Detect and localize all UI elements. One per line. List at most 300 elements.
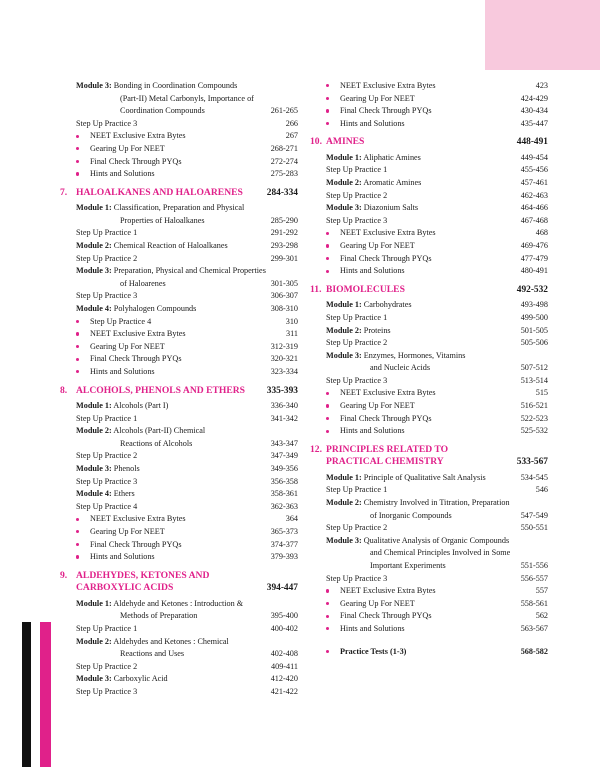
practice-entry	[326, 522, 548, 535]
bullet-entry	[326, 598, 548, 611]
page-range: 285-290	[270, 215, 298, 225]
page-range: 467-468	[520, 215, 548, 225]
bullet-dot-icon	[76, 172, 79, 175]
bullet-entry	[76, 143, 298, 156]
page-range: 409-411	[271, 661, 298, 671]
module-label: Module 3:	[76, 266, 112, 276]
entry-text: Step Up Practice 3	[76, 291, 138, 301]
entry-text: Step Up Practice 1	[76, 413, 138, 423]
page-range: 358-361	[270, 489, 298, 499]
entry-text: Step Up Practice 3	[326, 215, 388, 225]
module-text-line2: of Haloarenes	[120, 278, 166, 288]
page-range: 268-271	[270, 143, 298, 153]
module-line	[326, 325, 548, 338]
bullet-entry	[76, 168, 298, 181]
module-line	[76, 202, 298, 215]
module-line	[326, 299, 548, 312]
page-range: 551-556	[520, 561, 548, 570]
page-range: 275-283	[270, 169, 298, 179]
module-text: Principle of Qualitative Salt Analysis	[363, 472, 486, 482]
entry-text: Step Up Practice 2	[326, 190, 388, 200]
module-text: Carboxylic Acid	[113, 674, 168, 684]
page-range: 266	[285, 118, 298, 128]
module-label: Module 2:	[76, 426, 112, 436]
page-range: 522-523	[520, 413, 548, 423]
page-range: 505-506	[520, 338, 548, 348]
page-range: 347-349	[270, 451, 298, 461]
page-range: 455-456	[520, 165, 548, 175]
module-entry	[326, 177, 548, 190]
module-label: Module 3:	[326, 203, 362, 213]
bullet-entry	[326, 93, 548, 106]
module-entry	[326, 202, 548, 215]
chapter-pages: 284-334	[266, 187, 298, 198]
practice-entry	[326, 484, 548, 497]
entry-text: Step Up Practice 3	[76, 686, 138, 696]
page-range: 312-319	[270, 341, 298, 351]
bullet-entry	[76, 353, 298, 366]
page-range: 364	[285, 514, 298, 524]
chapter-title: BIOMOLECULES	[326, 283, 405, 295]
page-range: 525-532	[520, 426, 548, 436]
entry-text: NEET Exclusive Extra Bytes	[90, 514, 186, 524]
bullet-entry	[326, 105, 548, 118]
page-range: 515	[535, 388, 548, 398]
page-range: 323-334	[270, 366, 298, 376]
entry-text: NEET Exclusive Extra Bytes	[340, 586, 436, 596]
side-stripe-black	[22, 622, 31, 767]
page-range: 462-463	[520, 190, 548, 200]
module-text-line2: and Nucleic Acids	[370, 363, 431, 373]
chapter-title: HALOALKANES AND HALOARENES	[76, 186, 243, 198]
module-line	[76, 400, 298, 413]
bullet-entry	[76, 328, 298, 341]
chapter-heading	[60, 569, 298, 595]
entry-text: Step Up Practice 1	[76, 228, 138, 238]
entry-text: Step Up Practice 2	[326, 523, 388, 533]
chapter-heading	[310, 283, 548, 297]
module-entry	[76, 598, 298, 623]
chapter-heading	[60, 384, 298, 398]
page-range: 400-402	[270, 623, 298, 633]
entry-text: Practice Tests (1-3)	[340, 646, 407, 656]
entry-text: Final Check Through PYQs	[90, 156, 182, 166]
chapter-pages: 394-447	[266, 583, 298, 594]
bullet-dot-icon	[76, 358, 79, 361]
bullet-dot-icon	[326, 404, 329, 407]
practice-entry	[326, 164, 548, 177]
entry-text: Final Check Through PYQs	[90, 539, 182, 549]
bullet-entry	[326, 227, 548, 240]
module-text: Ethers	[113, 489, 135, 499]
module-entry	[326, 350, 548, 375]
bullet-entry	[76, 539, 298, 552]
bullet-dot-icon	[326, 589, 329, 592]
practice-entry	[76, 476, 298, 489]
module-line	[76, 673, 298, 686]
practice-entry	[76, 661, 298, 674]
module-line	[76, 303, 298, 316]
module-line	[326, 177, 548, 190]
chapter-title-line2: CARBOXYLIC ACIDS	[76, 582, 174, 594]
entry-text: Final Check Through PYQs	[90, 354, 182, 364]
page-range: 349-356	[270, 464, 298, 474]
module-text-line3: Coordination Compounds	[120, 106, 205, 116]
page-range: 267	[285, 131, 298, 141]
chapter-number: 8.	[60, 384, 68, 396]
chapter-title-line2: PRACTICAL CHEMISTRY	[326, 456, 444, 468]
practice-entry	[76, 227, 298, 240]
bullet-dot-icon	[326, 430, 329, 433]
entry-text: Gearing Up For NEET	[340, 401, 415, 411]
bullet-entry	[76, 316, 298, 329]
module-entry	[326, 535, 548, 573]
entry-text: Gearing Up For NEET	[340, 93, 415, 103]
page-range: 499-500	[520, 312, 548, 322]
page-range: 558-561	[520, 598, 548, 608]
practice-entry	[76, 501, 298, 514]
module-line	[76, 463, 298, 476]
module-line	[326, 497, 548, 510]
entry-text: Hints and Solutions	[340, 426, 405, 436]
entry-text: Hints and Solutions	[90, 366, 155, 376]
chapter-pages: 492-532	[516, 284, 548, 295]
chapter-number: 12.	[310, 443, 322, 455]
page-range: 291-292	[270, 228, 298, 238]
module-line	[76, 240, 298, 253]
module-entry	[76, 202, 298, 227]
bullet-entry	[76, 156, 298, 169]
module-line	[76, 636, 298, 649]
practice-entry	[326, 190, 548, 203]
page-range: 546	[535, 485, 548, 495]
bullet-dot-icon	[326, 109, 329, 112]
entry-text: Gearing Up For NEET	[90, 341, 165, 351]
chapter-pages: 335-393	[266, 385, 298, 396]
practice-entry	[326, 215, 548, 228]
page-range: 556-557	[520, 573, 548, 583]
bullet-entry	[76, 526, 298, 539]
module-label: Module 3:	[76, 81, 112, 90]
practice-entry	[326, 375, 548, 388]
page-range: 293-298	[270, 241, 298, 251]
entry-text: Step Up Practice 3	[76, 476, 138, 486]
module-line	[76, 598, 298, 611]
chapter-number: 11.	[310, 283, 322, 295]
page-range: 379-393	[270, 552, 298, 562]
module-entry	[326, 299, 548, 312]
bullet-entry	[326, 387, 548, 400]
module-entry	[326, 472, 548, 485]
module-text: Bonding in Coordination Compounds	[113, 81, 238, 90]
page-range: 568-582	[520, 646, 548, 656]
module-text-line2: and Chemical Principles Involved in Some	[370, 548, 511, 558]
module-entry	[76, 265, 298, 290]
bullet-entry	[76, 130, 298, 143]
page-range: 421-422	[270, 686, 298, 696]
page-range: 374-377	[270, 539, 298, 549]
module-line	[326, 535, 548, 548]
page-range: 336-340	[270, 401, 298, 411]
module-entry	[76, 488, 298, 501]
page-range: 299-301	[270, 253, 298, 263]
module-label: Module 2:	[326, 178, 362, 188]
page-range: 534-545	[520, 472, 548, 482]
chapter-pages: 533-567	[516, 457, 548, 468]
module-entry	[326, 152, 548, 165]
module-entry	[76, 463, 298, 476]
chapter-heading	[60, 186, 298, 200]
page-range: 320-321	[270, 354, 298, 364]
practice-entry	[76, 413, 298, 426]
entry-text: Step Up Practice 3	[76, 118, 138, 128]
entry-text: NEET Exclusive Extra Bytes	[340, 388, 436, 398]
entry-text: Step Up Practice 1	[326, 312, 388, 322]
entry-text: Gearing Up For NEET	[340, 598, 415, 608]
bullet-entry	[326, 585, 548, 598]
bullet-dot-icon	[76, 135, 79, 138]
entry-text: Step Up Practice 1	[76, 623, 138, 633]
chapter-pages: 448-491	[516, 137, 548, 148]
page-range: 449-454	[520, 152, 548, 162]
chapter-title: ALCOHOLS, PHENOLS AND ETHERS	[76, 384, 245, 396]
entry-text: Step Up Practice 2	[326, 338, 388, 348]
entry-text: Final Check Through PYQs	[340, 253, 432, 263]
entry-text: Step Up Practice 3	[326, 573, 388, 583]
page-range: 557	[535, 586, 548, 596]
page-range: 477-479	[520, 253, 548, 263]
practice-tests-entry	[326, 646, 548, 659]
module-entry	[326, 325, 548, 338]
module-entry	[76, 673, 298, 686]
entry-text: Hints and Solutions	[340, 623, 405, 633]
page-range: 547-549	[520, 510, 548, 520]
module-label: Module 2:	[76, 241, 112, 251]
entry-text: Step Up Practice 3	[326, 375, 388, 385]
module-label: Module 2:	[326, 325, 362, 335]
module-text: Preparation, Physical and Chemical Properties	[113, 266, 266, 276]
corner-decoration	[485, 0, 600, 70]
module-text: Enzymes, Hormones, Vitamins	[363, 350, 466, 360]
module-text-line3: Important Experiments	[370, 561, 446, 570]
chapter-title: PRINCIPLES RELATED TO	[326, 443, 449, 455]
bullet-entry	[326, 265, 548, 278]
chapter-number: 7.	[60, 186, 68, 198]
page-range: 308-310	[270, 304, 298, 313]
page-range: 435-447	[520, 118, 548, 128]
entry-text: Hints and Solutions	[340, 118, 405, 128]
page-range: 469-476	[520, 241, 548, 251]
entry-text: Hints and Solutions	[90, 552, 155, 562]
bullet-entry	[76, 341, 298, 354]
page-range: 412-420	[270, 674, 298, 684]
module-text: Alcohols (Part-II) Chemical	[113, 426, 206, 436]
module-text: Alcohols (Part I)	[113, 401, 169, 411]
page-range: 341-342	[270, 413, 298, 423]
entry-text: Gearing Up For NEET	[90, 143, 165, 153]
page-range: 395-400	[270, 611, 298, 621]
bullet-entry	[326, 240, 548, 253]
bullet-entry	[76, 551, 298, 564]
module-label: Module 4:	[76, 304, 112, 313]
module-text: Aldehyde and Ketones : Introduction &	[113, 598, 244, 608]
module-entry	[76, 80, 298, 118]
module-text-line2: (Part-II) Metal Carbonyls, Importance of	[120, 93, 254, 103]
bullet-dot-icon	[326, 270, 329, 273]
entry-text: Step Up Practice 4	[90, 316, 152, 326]
bullet-entry	[326, 623, 548, 636]
toc-right-column	[310, 80, 548, 658]
page-range: 513-514	[520, 375, 548, 385]
module-text-line2: Reactions and Uses	[120, 649, 185, 659]
bullet-entry	[76, 366, 298, 379]
page-range: 356-358	[270, 476, 298, 486]
module-line	[326, 350, 548, 363]
page-range: 493-498	[520, 300, 548, 310]
module-text: Chemistry Involved in Titration, Preparation	[363, 498, 510, 508]
entry-text: Final Check Through PYQs	[340, 611, 432, 621]
page-range: 424-429	[520, 93, 548, 103]
module-label: Module 3:	[326, 535, 362, 545]
chapter-title: AMINES	[326, 136, 365, 148]
chapter-title: ALDEHYDES, KETONES AND	[76, 569, 210, 581]
entry-text: NEET Exclusive Extra Bytes	[90, 329, 186, 339]
page-range: 480-491	[520, 266, 548, 276]
practice-entry	[76, 253, 298, 266]
module-label: Module 1:	[326, 300, 362, 310]
bullet-entry	[326, 413, 548, 426]
module-entry	[326, 497, 548, 522]
entry-text: Step Up Practice 4	[76, 501, 138, 511]
page-range: 550-551	[520, 523, 548, 533]
module-text: Qualitative Analysis of Organic Compounds	[363, 535, 510, 545]
entry-text: Step Up Practice 2	[76, 253, 138, 263]
module-label: Module 3:	[326, 350, 362, 360]
chapter-heading	[310, 136, 548, 149]
entry-text: Step Up Practice 2	[76, 451, 138, 461]
page-range: 261-265	[270, 106, 298, 116]
page-range: 457-461	[520, 178, 548, 188]
bullet-entry	[326, 80, 548, 93]
page-range: 423	[535, 81, 548, 90]
page-range: 507-512	[520, 363, 548, 373]
module-text: Carbohydrates	[363, 300, 412, 310]
practice-entry	[326, 312, 548, 325]
module-text-line2: Properties of Haloalkanes	[120, 215, 205, 225]
module-line	[326, 202, 548, 215]
module-label: Module 3:	[76, 464, 112, 474]
module-entry	[76, 303, 298, 316]
practice-entry	[326, 573, 548, 586]
module-text: Chemical Reaction of Haloalkanes	[113, 241, 228, 251]
module-line	[76, 80, 298, 93]
page-range: 402-408	[270, 649, 298, 659]
bullet-entry	[326, 425, 548, 438]
bullet-entry	[326, 610, 548, 623]
page-range: 464-466	[520, 203, 548, 213]
practice-entry	[76, 450, 298, 463]
entry-text: Final Check Through PYQs	[340, 106, 432, 116]
practice-entry	[76, 623, 298, 636]
page-range: 362-363	[270, 501, 298, 511]
entry-text: Hints and Solutions	[90, 169, 155, 179]
page-range: 468	[535, 228, 548, 238]
entry-text: Step Up Practice 2	[76, 661, 138, 671]
module-line	[326, 472, 548, 485]
module-label: Module 1:	[76, 598, 112, 608]
module-entry	[76, 425, 298, 450]
practice-entry	[76, 686, 298, 699]
page-range: 562	[535, 611, 548, 621]
module-label: Module 1:	[326, 152, 362, 162]
module-label: Module 1:	[76, 203, 112, 213]
page-range: 343-347	[270, 438, 298, 448]
practice-entry	[76, 118, 298, 131]
bullet-dot-icon	[76, 555, 79, 558]
module-text: Polyhalogen Compounds	[113, 304, 197, 313]
module-text: Proteins	[363, 325, 391, 335]
module-label: Module 2:	[326, 498, 362, 508]
chapter-number: 9.	[60, 569, 68, 581]
page-range: 272-274	[270, 156, 298, 166]
bullet-entry	[326, 118, 548, 131]
entry-text: NEET Exclusive Extra Bytes	[340, 81, 436, 90]
module-label: Module 1:	[326, 472, 362, 482]
bullet-entry	[326, 400, 548, 413]
side-stripe-pink	[40, 622, 51, 767]
page-range: 563-567	[520, 623, 548, 633]
module-line	[76, 425, 298, 438]
page-range: 365-373	[270, 527, 298, 536]
module-line	[326, 152, 548, 165]
module-label: Module 3:	[76, 674, 112, 684]
page-range: 310	[285, 316, 298, 326]
module-text: Aromatic Amines	[363, 178, 422, 188]
module-text: Phenols	[113, 464, 140, 474]
module-label: Module 2:	[76, 636, 112, 646]
module-text: Classification, Preparation and Physical	[113, 203, 245, 213]
module-entry	[76, 400, 298, 413]
module-entry	[76, 636, 298, 661]
bullet-entry	[326, 253, 548, 266]
page-range: 430-434	[520, 106, 548, 116]
bullet-dot-icon	[326, 615, 329, 618]
entry-text: Step Up Practice 1	[326, 485, 388, 495]
module-text-line2: Reactions of Alcohols	[120, 438, 193, 448]
bullet-dot-icon	[76, 332, 79, 335]
entry-text: Gearing Up For NEET	[340, 241, 415, 251]
page-range: 311	[286, 329, 298, 339]
module-line	[76, 488, 298, 501]
module-entry	[76, 240, 298, 253]
toc-left-column	[60, 80, 298, 699]
module-text: Diazonium Salts	[363, 203, 419, 213]
chapter-number: 10.	[310, 136, 322, 148]
page-range: 301-305	[270, 278, 298, 288]
module-text-line2: of Inorganic Compounds	[370, 510, 452, 520]
module-text-line2: Methods of Preparation	[120, 611, 198, 621]
module-text: Aldehydes and Ketones : Chemical	[113, 636, 229, 646]
page-range: 501-505	[520, 325, 548, 335]
module-label: Module 1:	[76, 401, 112, 411]
entry-text: NEET Exclusive Extra Bytes	[90, 131, 186, 141]
entry-text: Gearing Up For NEET	[90, 527, 165, 536]
entry-text: Hints and Solutions	[340, 266, 405, 276]
entry-text: NEET Exclusive Extra Bytes	[340, 228, 436, 238]
module-label: Module 4:	[76, 489, 112, 499]
bullet-entry	[76, 513, 298, 526]
bullet-dot-icon	[326, 244, 329, 247]
